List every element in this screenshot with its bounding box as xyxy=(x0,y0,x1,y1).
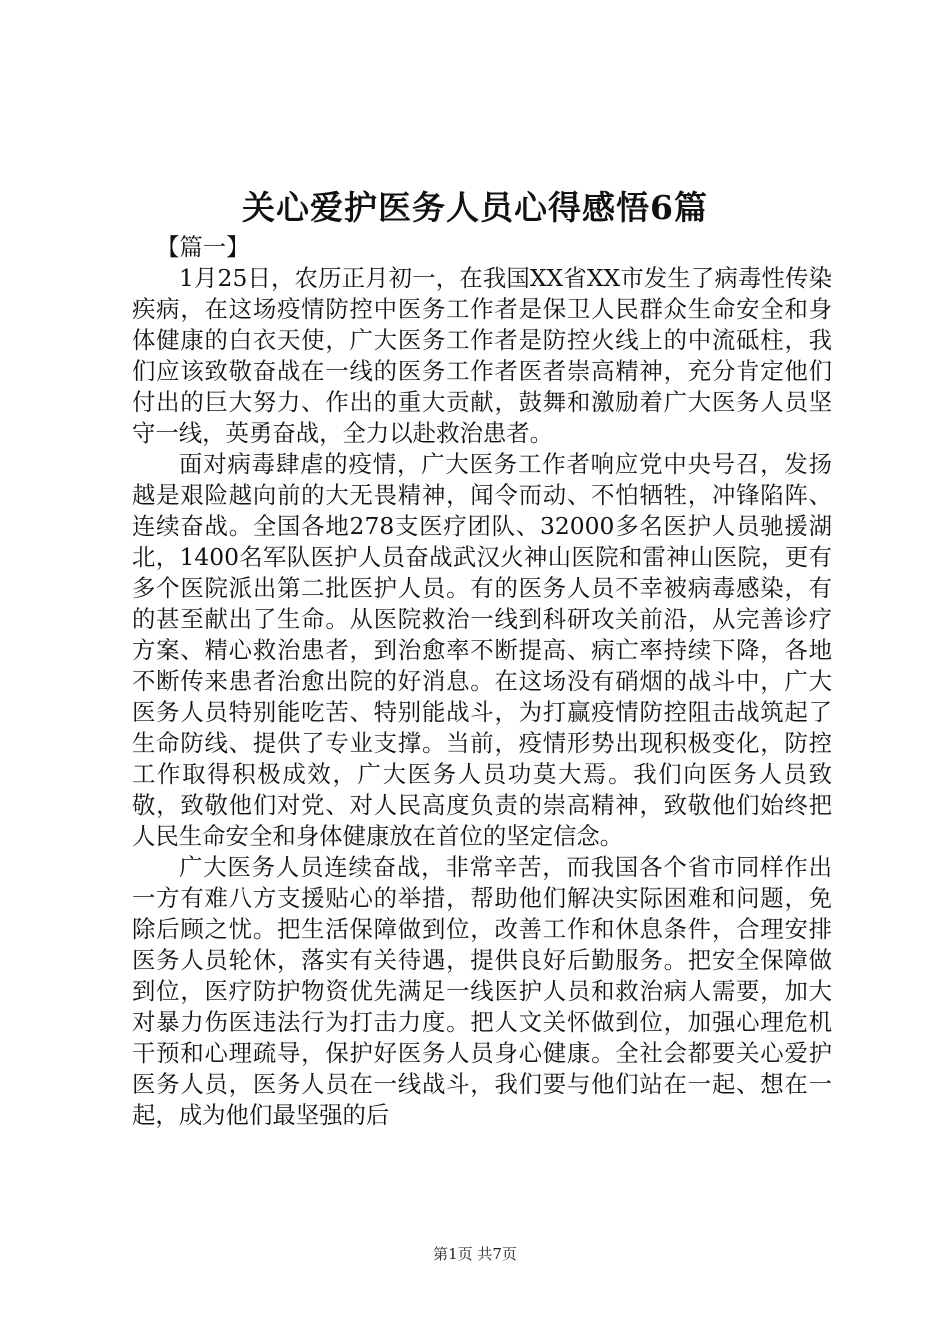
paragraph-3: 广大医务人员连续奋战，非常辛苦，而我国各个省市同样作出一方有难八方支援贴心的举措，帮助他们解决实际困难和问题，免除后顾之忧。把生活保障做到位，改善工作和休息条件，合理安排医务人员轮休，落实有关待遇，提供良好后勤服务。把安全保障做到位，医疗防护物资优先满足一线医护人员和救治病人需要，加大对暴力伤医违法行为打击力度。把人文关怀做到位，加强心理危机干预和心理疏导，保护好医务人员身心健康。全社会都要关心爱护医务人员，医务人员在一线战斗，我们要与他们站在一起、想在一起，成为他们最坚强的后 xyxy=(132,853,832,1129)
page-footer: 第1页 共7页 xyxy=(433,1245,517,1263)
document-body xyxy=(132,232,832,1131)
paragraph-2: 面对病毒肆虐的疫情，广大医务工作者响应党中央号召，发扬越是艰险越向前的大无畏精神，闻令而动、不怕牺牲，冲锋陷阵、连续奋战。全国各地278支医疗团队、32000多名医护人员驰援湖北，1400名军队医护人员奋战武汉火神山医院和雷神山医院，更有多个医院派出第二批医护人员。有的医务人员不幸被病毒感染，有的甚至献出了生命。从医院救治一线到科研攻关前沿，从完善诊疗方案、精心救治患者，到治愈率不断提高、病亡率持续下降，各地不断传来患者治愈出院的好消息。在这场没有硝烟的战斗中，广大医务人员特别能吃苦、特别能战斗，为打赢疫情防控阻击战筑起了生命防线、提供了专业支撑。当前，疫情形势出现积极变化，防控工作取得积极成效，广大医务人员功莫大焉。我们向医务人员致敬，致敬他们对党、对人民高度负责的崇高精神，致敬他们始终把人民生命安全和身体健康放在首位的坚定信念。 xyxy=(132,450,832,850)
section-heading: 【篇一】 xyxy=(156,233,250,261)
paragraph-1: 1月25日，农历正月初一，在我国XX省XX市发生了病毒性传染疾病，在这场疫情防控中医务工作者是保卫人民群众生命安全和身体健康的白衣天使，广大医务工作者是防控火线上的中流砥柱，我们应该致敬奋战在一线的医务工作者医者崇高精神，充分肯定他们付出的巨大努力、作出的重大贡献，鼓舞和激励着广大医务人员坚守一线，英勇奋战，全力以赴救治患者。 xyxy=(132,264,832,447)
document-title: 关心爱护医务人员心得感悟6篇 xyxy=(242,188,708,227)
